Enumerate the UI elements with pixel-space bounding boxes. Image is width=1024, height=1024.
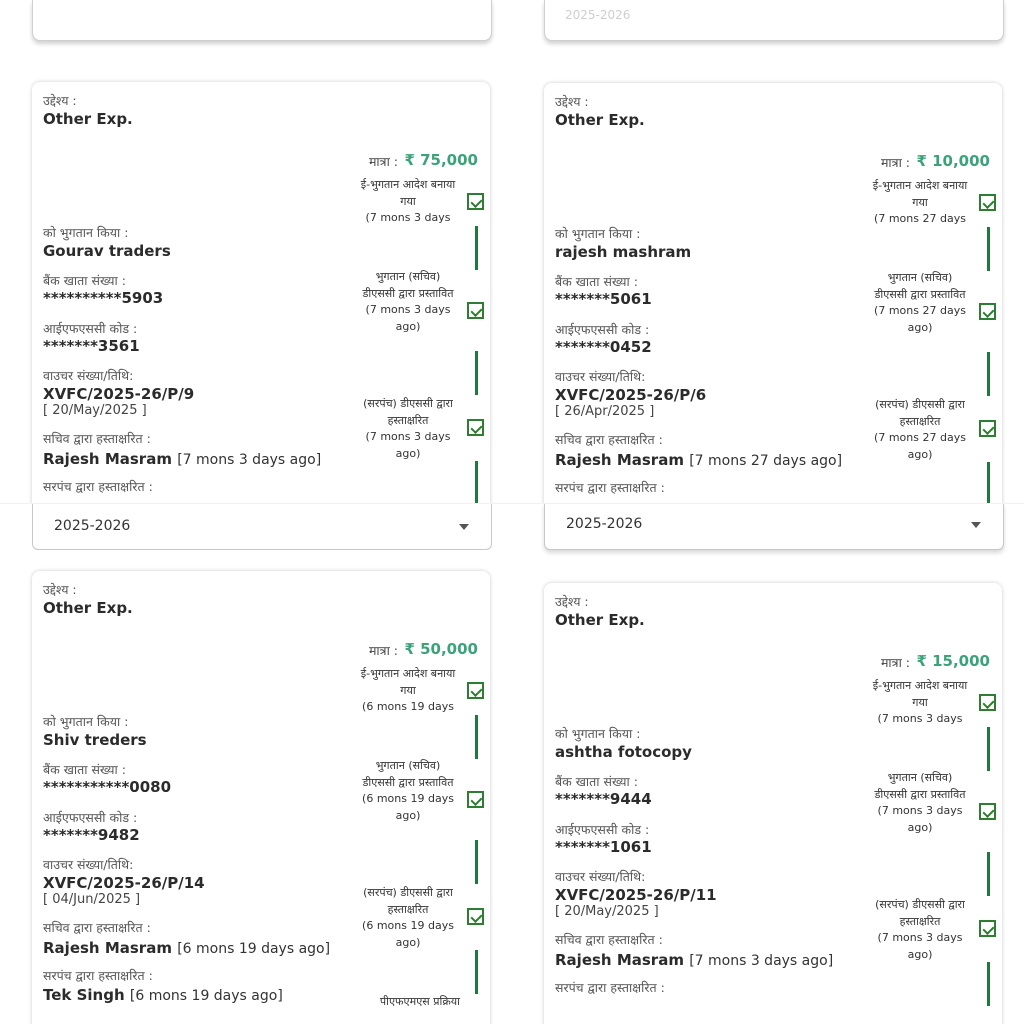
step-sarpanch-dsc-check-icon [467, 908, 484, 925]
ifsc-label: आईएफएससी कोड : [43, 321, 138, 336]
voucher-label: वाउचर संख्या/तिथि: [555, 869, 646, 884]
step-sarpanch-dsc-time: (7 mons 3 days ago) [365, 430, 451, 460]
secretary-ago: [7 mons 27 days ago] [689, 453, 843, 469]
payment-card[interactable] [544, 83, 1002, 503]
screenshot-panel-4 [512, 503, 1024, 1024]
amount-value: ₹ 10,000 [916, 152, 990, 170]
progress-line [475, 226, 478, 270]
secretary-ago: [7 mons 3 days ago] [689, 953, 834, 969]
progress-line [987, 462, 990, 503]
secretary-signed-label: सचिव द्वारा हस्ताक्षरित : [555, 432, 663, 447]
sarpanch-ago: [6 mons 19 days ago] [129, 988, 283, 1004]
step-secretary-dsc-time: (7 mons 27 days ago) [874, 304, 966, 334]
bank-account-label: बैंक खाता संख्या : [555, 274, 638, 289]
step-secretary-dsc-label: भुगतान (सचिव) डीएससी द्वारा प्रस्तावित [874, 271, 966, 301]
purpose-value: Other Exp. [43, 599, 133, 617]
chevron-down-icon[interactable] [971, 522, 981, 528]
financial-year-select[interactable] [544, 503, 1004, 550]
secretary-signed-value [555, 951, 833, 969]
step-sarpanch-dsc-time: (7 mons 3 days ago) [877, 931, 963, 961]
amount-value: ₹ 75,000 [404, 151, 478, 169]
screenshot-panel-3 [0, 503, 512, 1024]
step-sarpanch-dsc [360, 885, 456, 951]
screenshot-panel-1 [0, 0, 512, 503]
secretary-name: Rajesh Masram [555, 951, 684, 969]
step-sarpanch-dsc [872, 897, 968, 963]
step-secretary-dsc-time: (6 mons 19 days ago) [362, 792, 454, 822]
secretary-name: Rajesh Masram [43, 939, 172, 957]
ifsc-label: आईएफएससी कोड : [43, 810, 138, 825]
financial-year-value: 2025-2026 [566, 516, 643, 532]
bank-account-value: *******5061 [555, 290, 652, 308]
amount-label: मात्रा : [880, 655, 910, 670]
step-sarpanch-dsc-label: (सरपंच) डीएससी द्वारा हस्ताक्षरित [875, 398, 965, 428]
bank-account-value: *******9444 [555, 790, 652, 808]
step-eorder [872, 178, 968, 228]
paid-to-label: को भुगतान किया : [43, 225, 129, 240]
payment-card[interactable] [32, 82, 490, 503]
step-sarpanch-dsc-check-icon [979, 920, 996, 937]
bank-account-value: ***********0080 [43, 778, 172, 796]
amount-value: ₹ 15,000 [916, 652, 990, 670]
step-eorder [360, 177, 456, 227]
progress-line [475, 840, 478, 884]
step-eorder-check-icon [979, 694, 996, 711]
ifsc-value: *******0452 [555, 338, 652, 356]
amount-value: ₹ 50,000 [404, 640, 478, 658]
step-eorder-time: (7 mons 3 days [365, 211, 451, 224]
payment-card[interactable] [544, 583, 1002, 1024]
sarpanch-signed-label: सरपंच द्वारा हस्ताक्षरित : [555, 980, 665, 995]
step-sarpanch-dsc-time: (6 mons 19 days ago) [362, 919, 454, 949]
purpose-label: उद्देश्य : [555, 594, 589, 609]
financial-year-value: 2025-2026 [54, 518, 131, 534]
sarpanch-signed-label: सरपंच द्वारा हस्ताक्षरित : [555, 480, 665, 495]
ifsc-value: *******3561 [43, 337, 140, 355]
step-secretary-dsc [360, 758, 456, 824]
step-sarpanch-dsc [872, 397, 968, 463]
step-pfms-label: पीएफएमएस प्रक्रिया [379, 995, 460, 1008]
step-secretary-dsc-label: भुगतान (सचिव) डीएससी द्वारा प्रस्तावित [362, 759, 454, 789]
secretary-name: Rajesh Masram [555, 451, 684, 469]
step-eorder-label: ई-भुगतान आदेश बनाया गया [360, 667, 456, 697]
secretary-signed-label: सचिव द्वारा हस्ताक्षरित : [43, 920, 151, 935]
step-secretary-dsc-time: (7 mons 3 days ago) [877, 804, 963, 834]
step-secretary-dsc-label: भुगतान (सचिव) डीएससी द्वारा प्रस्तावित [362, 270, 454, 300]
chevron-down-icon[interactable] [459, 524, 469, 530]
paid-to-label: को भुगतान किया : [555, 726, 641, 741]
step-secretary-dsc [872, 270, 968, 336]
voucher-number: XVFC/2025-26/P/14 [43, 874, 205, 892]
step-sarpanch-dsc-time: (7 mons 27 days ago) [874, 431, 966, 461]
step-eorder [360, 666, 456, 716]
secretary-signed-value [555, 451, 842, 469]
voucher-label: वाउचर संख्या/तिथि: [43, 368, 134, 383]
paid-to-value: Gourav traders [43, 242, 171, 260]
previous-card-bottom [32, 0, 492, 41]
amount-label: मात्रा : [880, 155, 910, 170]
step-secretary-dsc-check-icon [467, 302, 484, 319]
step-eorder-label: ई-भुगतान आदेश बनाया गया [872, 679, 968, 709]
ifsc-label: आईएफएससी कोड : [555, 822, 650, 837]
secretary-name: Rajesh Masram [43, 450, 172, 468]
voucher-date: [ 20/May/2025 ] [43, 403, 147, 418]
step-sarpanch-dsc-label: (सरपंच) डीएससी द्वारा हस्ताक्षरित [363, 886, 453, 916]
progress-line [475, 351, 478, 395]
step-sarpanch-dsc-check-icon [979, 420, 996, 437]
voucher-date: [ 26/Apr/2025 ] [555, 404, 655, 419]
amount-label: मात्रा : [368, 643, 398, 658]
sarpanch-signed-label: सरपंच द्वारा हस्ताक्षरित : [43, 479, 153, 494]
sarpanch-signed-label: सरपंच द्वारा हस्ताक्षरित : [43, 968, 153, 983]
step-eorder-time: (7 mons 27 days [874, 212, 966, 225]
step-sarpanch-dsc-label: (सरपंच) डीएससी द्वारा हस्ताक्षरित [875, 898, 965, 928]
sarpanch-signed-value [43, 986, 283, 1004]
paid-to-value: ashtha fotocopy [555, 743, 692, 761]
step-eorder-label: ई-भुगतान आदेश बनाया गया [360, 178, 456, 208]
progress-line [475, 950, 478, 994]
bank-account-label: बैंक खाता संख्या : [555, 774, 638, 789]
paid-to-value: rajesh mashram [555, 243, 692, 261]
step-secretary-dsc-label: भुगतान (सचिव) डीएससी द्वारा प्रस्तावित [874, 771, 966, 801]
voucher-date: [ 20/May/2025 ] [555, 904, 659, 919]
secretary-ago: [6 mons 19 days ago] [177, 941, 331, 957]
financial-year-select[interactable] [32, 503, 492, 550]
voucher-label: वाउचर संख्या/तिथि: [43, 857, 134, 872]
payment-card[interactable] [32, 571, 490, 1024]
step-secretary-dsc-check-icon [979, 303, 996, 320]
ifsc-value: *******1061 [555, 838, 652, 856]
step-eorder-check-icon [979, 194, 996, 211]
purpose-value: Other Exp. [555, 111, 645, 129]
step-secretary-dsc-time: (7 mons 3 days ago) [365, 303, 451, 333]
step-secretary-dsc [360, 269, 456, 335]
bank-account-label: बैंक खाता संख्या : [43, 273, 126, 288]
progress-line [475, 461, 478, 503]
step-sarpanch-dsc-check-icon [467, 419, 484, 436]
step-secretary-dsc [872, 770, 968, 836]
secretary-signed-value [43, 450, 321, 468]
step-eorder-check-icon [467, 682, 484, 699]
progress-line [987, 852, 990, 896]
step-secretary-dsc-check-icon [979, 803, 996, 820]
step-eorder-time: (7 mons 3 days [877, 712, 963, 725]
voucher-number: XVFC/2025-26/P/11 [555, 886, 717, 904]
step-eorder [872, 678, 968, 728]
sarpanch-name: Tek Singh [43, 986, 125, 1004]
previous-card-text: 2025-2026 [565, 8, 631, 22]
step-eorder-check-icon [467, 193, 484, 210]
secretary-signed-value [43, 939, 330, 957]
ifsc-label: आईएफएससी कोड : [555, 322, 650, 337]
progress-line [987, 727, 990, 771]
secretary-signed-label: सचिव द्वारा हस्ताक्षरित : [43, 431, 151, 446]
panel-divider [0, 503, 1024, 504]
progress-line [987, 227, 990, 271]
purpose-label: उद्देश्य : [43, 93, 77, 108]
step-secretary-dsc-check-icon [467, 791, 484, 808]
progress-line [475, 715, 478, 759]
voucher-date: [ 04/Jun/2025 ] [43, 892, 141, 907]
purpose-value: Other Exp. [43, 110, 133, 128]
purpose-label: उद्देश्य : [555, 94, 589, 109]
bank-account-value: **********5903 [43, 289, 164, 307]
voucher-number: XVFC/2025-26/P/6 [555, 386, 707, 404]
previous-card-bottom [544, 0, 1004, 41]
progress-line [987, 962, 990, 1006]
secretary-signed-label: सचिव द्वारा हस्ताक्षरित : [555, 932, 663, 947]
screenshot-panel-2 [512, 0, 1024, 503]
voucher-number: XVFC/2025-26/P/9 [43, 385, 195, 403]
ifsc-value: *******9482 [43, 826, 140, 844]
voucher-label: वाउचर संख्या/तिथि: [555, 369, 646, 384]
purpose-value: Other Exp. [555, 611, 645, 629]
amount-label: मात्रा : [368, 154, 398, 169]
paid-to-value: Shiv treders [43, 731, 147, 749]
purpose-label: उद्देश्य : [43, 582, 77, 597]
step-sarpanch-dsc-label: (सरपंच) डीएससी द्वारा हस्ताक्षरित [363, 397, 453, 427]
paid-to-label: को भुगतान किया : [43, 714, 129, 729]
progress-line [987, 352, 990, 396]
step-eorder-label: ई-भुगतान आदेश बनाया गया [872, 179, 968, 209]
bank-account-label: बैंक खाता संख्या : [43, 762, 126, 777]
paid-to-label: को भुगतान किया : [555, 226, 641, 241]
step-sarpanch-dsc [360, 396, 456, 462]
step-eorder-time: (6 mons 19 days [362, 700, 454, 713]
secretary-ago: [7 mons 3 days ago] [177, 452, 322, 468]
